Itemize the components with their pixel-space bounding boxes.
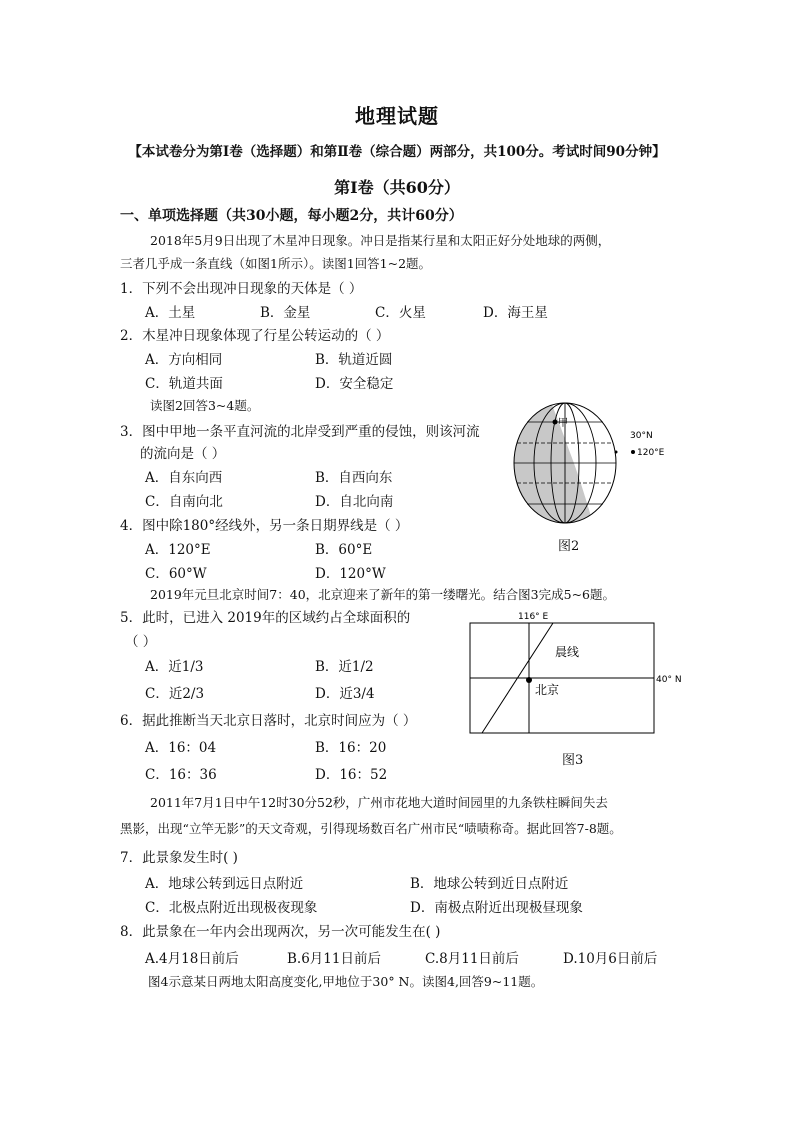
q7-option-d: D．南极点附近出现极昼现象 [410, 900, 583, 916]
q8-option-c: C.8月11日前后 [425, 951, 519, 967]
q7-option-b: B．地球公转到近日点附近 [410, 876, 569, 892]
fig3-label-dawn: 晨线 [555, 645, 580, 659]
q7-option-a: A．地球公转到远日点附近 [145, 876, 304, 892]
q1-option-b: B．金星 [260, 305, 311, 321]
fig2-label-lat: 30°N [630, 431, 653, 441]
figure3-diagram [460, 608, 690, 738]
q6-option-c: C．16：36 [145, 767, 217, 783]
fig3-label-city: 北京 [535, 683, 560, 697]
q5-option-a: A．近1/3 [145, 659, 204, 675]
passage4-line1: 2011年7月1日中午12时30分52秒，广州市花地大道时间园里的九条铁柱瞬间失去 [150, 795, 608, 810]
q3-stem-line1: 3．图中甲地一条平直河流的北岸受到严重的侵蚀，则该河流 [120, 424, 480, 440]
q2-option-a: A．方向相同 [145, 352, 223, 368]
q8-option-d: D.10月6日前后 [563, 951, 658, 967]
q2-stem: 2．木星冲日现象体现了行星公转运动的（ ） [120, 328, 390, 344]
q3-option-b: B．自西向东 [315, 470, 393, 486]
figure2-globe [505, 400, 665, 530]
q5-stem-line1: 5．此时，已进入 2019年的区域约占全球面积的 [120, 610, 411, 626]
q4-stem: 4．图中除180°经线外，另一条日期界线是（ ） [120, 518, 409, 534]
passage1-line1: 2018年5月9日出现了木星冲日现象。冲日是指某行星和太阳正好分处地球的两侧， [150, 233, 611, 248]
q2-option-c: C．轨道共面 [145, 376, 223, 392]
q4-option-b: B．60°E [315, 542, 373, 558]
page-title: 地理试题 [355, 104, 439, 128]
q7-stem: 7．此景象发生时( ) [120, 850, 238, 866]
q7-option-c: C．北极点附近出现极夜现象 [145, 900, 318, 916]
q6-option-d: D．16：52 [315, 767, 388, 783]
q5-option-b: B．近1/2 [315, 659, 374, 675]
q8-stem: 8．此景象在一年内会出现两次，另一次可能发生在( ) [120, 924, 441, 940]
q2-option-b: B．轨道近圆 [315, 352, 393, 368]
fig2-caption: 图2 [558, 539, 580, 554]
q1-option-c: C．火星 [375, 305, 426, 321]
q8-option-a: A.4月18日前后 [145, 951, 239, 967]
passage5: 图4示意某日两地太阳高度变化,甲地位于30° N。读图4,回答9~11题。 [148, 974, 544, 989]
q5-option-c: C．近2/3 [145, 686, 205, 702]
fig3-label-lon: 116° E [518, 612, 549, 622]
q1-option-a: A．土星 [145, 305, 196, 321]
passage1-line2: 三者几乎成一条直线（如图1所示）。读图1回答1~2题。 [120, 256, 432, 271]
fig3-caption: 图3 [562, 753, 584, 768]
q6-option-a: A．16：04 [145, 740, 217, 756]
fig2-label-jia: 甲 [558, 418, 568, 429]
q6-stem: 6．据此推断当天北京日落时，北京时间应为（ ） [120, 713, 417, 729]
passage4-line2: 黑影，出现“立竿无影”的天文奇观，引得现场数百名广州市民“啧啧称奇。据此回答7-8题。 [120, 821, 622, 836]
q3-option-c: C．自南向北 [145, 494, 223, 510]
q1-option-d: D．海王星 [483, 305, 548, 321]
q4-option-d: D．120°W [315, 566, 386, 582]
q6-option-b: B．16：20 [315, 740, 387, 756]
q5-stem-line2: （ ） [125, 634, 157, 650]
q3-option-a: A．自东向西 [145, 470, 223, 486]
part1-title: 第Ⅰ卷（共60分） [334, 178, 460, 197]
q4-option-a: A．120°E [145, 542, 211, 558]
q5-option-d: D．近3/4 [315, 686, 375, 702]
fig2-label-lon: 120°E [637, 448, 665, 458]
q3-stem-line2: 的流向是（ ） [140, 446, 226, 462]
q8-option-b: B.6月11日前后 [287, 951, 381, 967]
q4-option-c: C．60°W [145, 566, 207, 582]
section1-title: 一、单项选择题（共30小题，每小题2分，共计60分） [120, 208, 463, 224]
passage3: 2019年元旦北京时间7：40，北京迎来了新年的第一缕曙光。结合图3完成5~6题。 [150, 587, 616, 602]
passage2: 读图2回答3~4题。 [150, 398, 260, 413]
q3-option-d: D．自北向南 [315, 494, 394, 510]
exam-info: 【本试卷分为第Ⅰ卷（选择题）和第Ⅱ卷（综合题）两部分，共100分。考试时间90分钟】 [128, 144, 666, 160]
q1-stem: 1．下列不会出现冲日现象的天体是（ ） [120, 281, 363, 297]
q2-option-d: D．安全稳定 [315, 376, 394, 392]
fig3-label-lat: 40° N [656, 675, 682, 685]
